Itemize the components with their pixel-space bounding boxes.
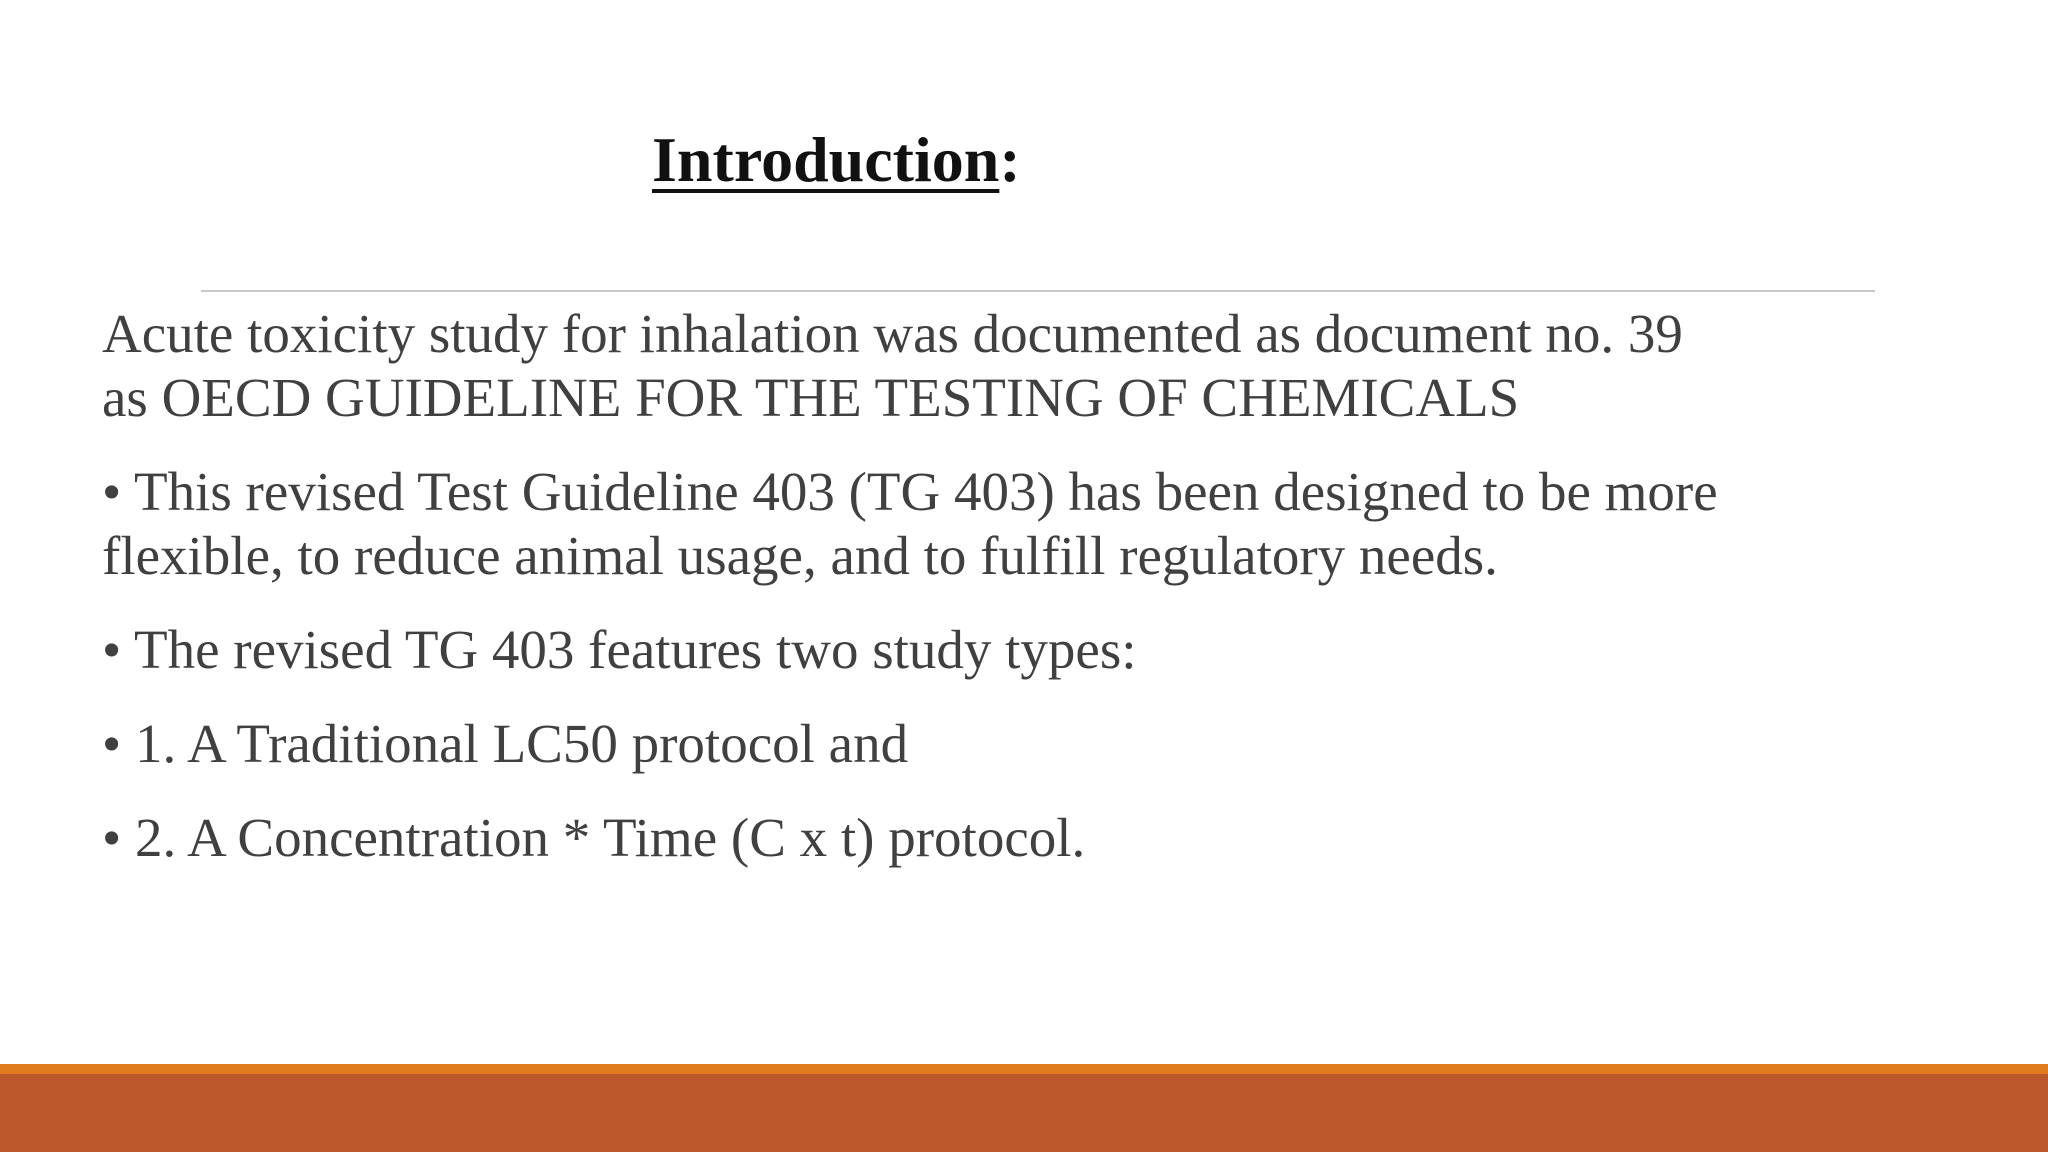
- title-divider: [201, 290, 1875, 292]
- footer-accent-stripe: [0, 1064, 2048, 1074]
- slide-body: [102, 302, 1902, 900]
- bullet-item-2: • The revised TG 403 features two study types:: [102, 619, 1137, 680]
- bullet-item-4: • 2. A Concentration * Time (C x t) protocol.: [102, 807, 1086, 868]
- slide-title-colon: :: [999, 124, 1021, 195]
- intro-paragraph: [102, 302, 1902, 430]
- slide-title: [652, 122, 1021, 199]
- intro-line-2: as OECD GUIDELINE FOR THE TESTING OF CHEMICALS: [102, 367, 1520, 428]
- intro-line-1: Acute toxicity study for inhalation was documented as document no. 39: [102, 303, 1683, 364]
- footer-bar: [0, 1074, 2048, 1152]
- slide-title-text: Introduction: [652, 124, 1000, 195]
- bullet-item-1: • This revised Test Guideline 403 (TG 403) has been designed to be more flexible, to reduce animal usage, and to fulfill regulatory needs.: [102, 461, 1718, 586]
- bullet-item-3: • 1. A Traditional LC50 protocol and: [102, 713, 909, 774]
